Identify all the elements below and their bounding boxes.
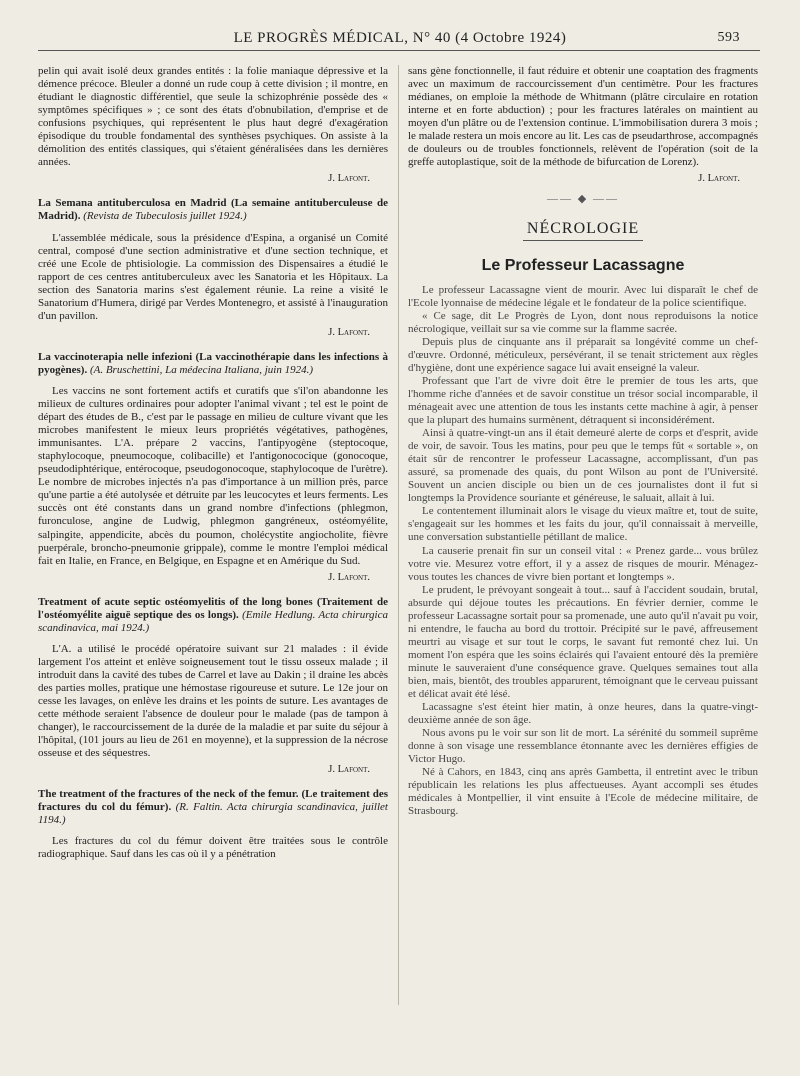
article-title: La Semana antituberculosa en Madrid (La semaine antituberculeuse de Madrid). (38, 197, 388, 223)
page-number: 593 (717, 30, 740, 45)
article-source: (R. Faltin. Acta chirurgia scandinavica, juillet 1194.) (38, 801, 388, 827)
obituary-paragraph: Lacassagne s'est éteint hier matin, à onze heures, dans la quatre-vingt-deuxième année de son âge. (408, 701, 758, 727)
article-source: (Emile Hedlung. Acta chirurgica scandinavica, mai 1924.) (38, 608, 388, 634)
obituary-paragraph: Né à Cahors, en 1843, cinq ans après Gambetta, il entretint avec le tribun républicain les relations les plus affectueuses. Ayant accompli ses études médicales à Montpellier, il vint ensuite à l'Ecole de médecine militaire, de Strasbourg. (408, 766, 758, 818)
right-column (408, 65, 758, 818)
article-body: Les fractures du col du fémur doivent être traitées sous le contrôle radiographique. Sauf dans les cas où il y a pénétration (38, 835, 388, 861)
left-column (38, 65, 388, 862)
signature: J. Lafont. (328, 764, 370, 776)
section-heading: NÉCROLOGIE (526, 220, 640, 238)
obituary-paragraph: Professant que l'art de vivre doit être le premier de tous les arts, que l'homme riche d'années et de savoir constitue un trésor social incomparable, il ménageait avec une attention de tous les instants cette machine à agir, à penser que la plupart des humains surmènent, détraquent si inconsidérément. (408, 374, 758, 427)
obituary-paragraph: Le professeur Lacassagne vient de mourir. Avec lui disparaît le chef de l'Ecole lyonnaise de médecine légale et le fondateur de la police scientifique. (408, 283, 758, 309)
signature: J. Lafont. (328, 571, 370, 583)
ornament-divider: —— ◆ —— (547, 193, 619, 206)
article-title: Treatment of acute septic ostéomyelitis of the long bones (Traitement de l'ostéomyélite aiguë septique des os longs). (38, 595, 388, 621)
article-body: L'A. a utilisé le procédé opératoire suivant sur 21 malades : il évide largement l'os atteint et enlève soigneusement tout le tissu osseux malade ; il introduit dans la cavité des tubes de Carrel et lave au Dakin ; il draine les abcès des parties molles, pratique une hémostase rigoureuse et suture. Le 12e jour on cesse les lavages, on enlève les drains et les points de suture. Les avantages de cette méthode seraient l'absence de douleur pour le malade (pas de tampon à changer), le raccourcissement de la durée de la maladie et par suite du séjour à l'hôpital, (101 jours au lieu de 261 en moyenne), et la suppression de la nécrose osseuse et des séquestres. (38, 642, 388, 760)
signature: J. Lafont. (698, 173, 740, 185)
obituary-paragraph: Le prudent, le prévoyant songeait à tout... sauf à l'accident soudain, brutal, absurde qui déjoue toutes les précautions. En février dernier, comme le professeur Lacassagne sortait pour sa promenade, une auto qu'il n'avait pu voir, ni entendre, le faucha au bord du trottoir. Précipité sur le pavé, affreusement meurtri au visage et sur tout le corps, le savant fut remonté chez lui. Un moment l'on espéra que les soins éclairés qui l'avaient entouré dès la première minute le sauveraient d'une conséquence grave. Quelques semaines tout alla bien, mais, bientôt, des troubles apparurent, témoignant que le cerveau puissant et délicat avait été lésé. (408, 583, 758, 701)
signature: J. Lafont. (328, 326, 370, 338)
continued-paragraph: sans gène fonctionnelle, il faut réduire et obtenir une coaptation des fragments avec un maximum de raccourcissement d'un centimètre. Pour les fractures médianes, on emploie la méthode de Whitmann (plâtre circulaire en rotation interne et en forte abduction) ; pour les fractures latérales on maintient au moyen d'un plâtre ou de l'extension continue. L'immobilisation durera 3 mois ; le malade restera un mois encore au lit. Les cas de pseudarthrose, accompagnés de douleurs ou de troubles fonctionnels, relèvent de l'opération (soit de la greffe autoplastique, soit de la méthode de bifurcation de Lorenz). (408, 65, 758, 169)
obituary-paragraph: Ainsi à quatre-vingt-un ans il était demeuré alerte de corps et d'esprit, avide de voir, de savoir. Tous les matins, pour peu que le temps fût « sortable », on était sûr de rencontrer le professeur Lacassagne, accomplissant, d'un pas assuré, sa promenade des quais, du pont Wilson au pont de l'Université. Souvent un ancien disciple ou bien un de ces journalistes dont il fut si longtemps la Providence souriante et généreuse, le saluait, allait à lui. (408, 427, 758, 505)
article-title: The treatment of the fractures of the neck of the femur. (Le traitement des fractures du col du fémur). (38, 788, 388, 814)
obituary-paragraph: La causerie prenait fin sur un conseil vital : « Prenez garde... vous brûlez votre vie. Mesurez votre effort, il y a assez de risques de mourir. Ménagez-vous toutes les chances de vivre bien portant et longtemps ». (408, 544, 758, 583)
article-heading (38, 596, 388, 635)
article-title: La vaccinoterapia nelle infezioni (La vaccinothérapie dans les infections à pyogènes). (38, 350, 388, 376)
article-source: (A. Bruschettini, La médecina Italiana, juin 1924.) (89, 363, 313, 376)
header-rule (38, 50, 760, 51)
column-divider (398, 65, 399, 1005)
obituary-body (408, 284, 758, 819)
running-header (0, 30, 800, 50)
article-body: Les vaccins ne sont fortement actifs et curatifs que s'il'on abandonne les milieux de cultures ordinaires pour adopter l'animal vivant ; tel est le point de départ des études de B., c'est par le passage en milieu de culture vivant que les microbes manifestent le mieux leurs propriétés végétatives, pathogènes, immunisantes. L'A. prépare 2 vaccins, l'antipyogène (steptocoque, staphylocoque, pneumocoque, colibacille) et l'antigonococique (gonocoque, pseudodiphtérique, entérocoque, pseudogonocoque, staphylocoque de l'urètre). Le nombre de microbes injectés n'a pas d'importance à un million près, parce qu'une partie a été autolysée et détruite par les leucocytes et leurs ferments. Les succès ont été constants dans un grand nombre d'infections (phlegmon, furonculose, angine de Ludwig, phlegmon gangréneux, ostéomyélite, salpingite, appendicite, abcès du poumon, cholécystite angiocholite, fièvre puerpérale, broncho-pneumonie grippale), comme le montre l'emploi médical fait en Italie, en France, en Belgique, en Espagne et en Amérique du Sud. (38, 384, 388, 567)
obituary-paragraph: Depuis plus de cinquante ans il préparait sa longévité comme un chef-d'œuvre. Ordonné, méticuleux, persévérant, il se tenait strictement aux règles d'hygiène, dont une expérience sagace lui avait enseigné la valeur. (408, 335, 758, 374)
journal-title: LE PROGRÈS MÉDICAL, N° 40 (4 Octobre 1924) (233, 30, 567, 46)
article-heading (38, 197, 388, 223)
article-heading (38, 788, 388, 827)
obituary-paragraph: « Ce sage, dit Le Progrès de Lyon, dont nous reproduisons la notice nécrologique, veillait sur sa vie comme sur la flamme sacrée. (408, 309, 758, 335)
obituary-title: Le Professeur Lacassagne (481, 256, 685, 274)
article-heading (38, 351, 388, 377)
obituary-paragraph: Le contentement illuminait alors le visage du vieux maître et, tout de suite, s'engageait sur les hommes et les faits du jour, qu'il connaissait à merveille, une conversation substantielle pétillant de malice. (408, 505, 758, 544)
obituary-paragraph: Nous avons pu le voir sur son lit de mort. La sérénité du sommeil suprême donne à son visage une ressemblance étonnante avec les dernières effigies de Victor Hugo. (408, 727, 758, 766)
signature: J. Lafont. (328, 173, 370, 185)
intro-paragraph: pelin qui avait isolé deux grandes entités : la folie maniaque dépressive et la démence précoce. Bleuler a donné un rude coup à cette division ; il montre, en étudiant le diagnostic différentiel, que seule la schizophrénie possède des « symptômes spécifiques » ; ce sont des états d'obnubilation, d'emprise et de confusions psychiques, qui représentent le plus haut degré d'exagération épisodique du trouble fondamental des synthèses psychiques. On assiste à la démolition des entités classiques, qui s'étaient généralisées dans les dernières années. (38, 65, 388, 169)
article-body: L'assemblée médicale, sous la présidence d'Espina, a organisé un Comité central, composé d'une section administrative et d'une section technique, et créé une Ecole de phtisiologie. La commission des Dispensaires a étudié le rapport de ces centres antituberculeux avec les Sanatoria et les Hôpitaux. La section des Sanatoria marins s'est également réunie. La reine a visité le Sanatorium d'Humera, dirigé par Verdes Montenegro, et assisté à l'inauguration d'un pavillon. (38, 231, 388, 322)
article-source: (Revista de Tubeculosis juillet 1924.) (83, 210, 247, 223)
section-rule (523, 240, 643, 241)
